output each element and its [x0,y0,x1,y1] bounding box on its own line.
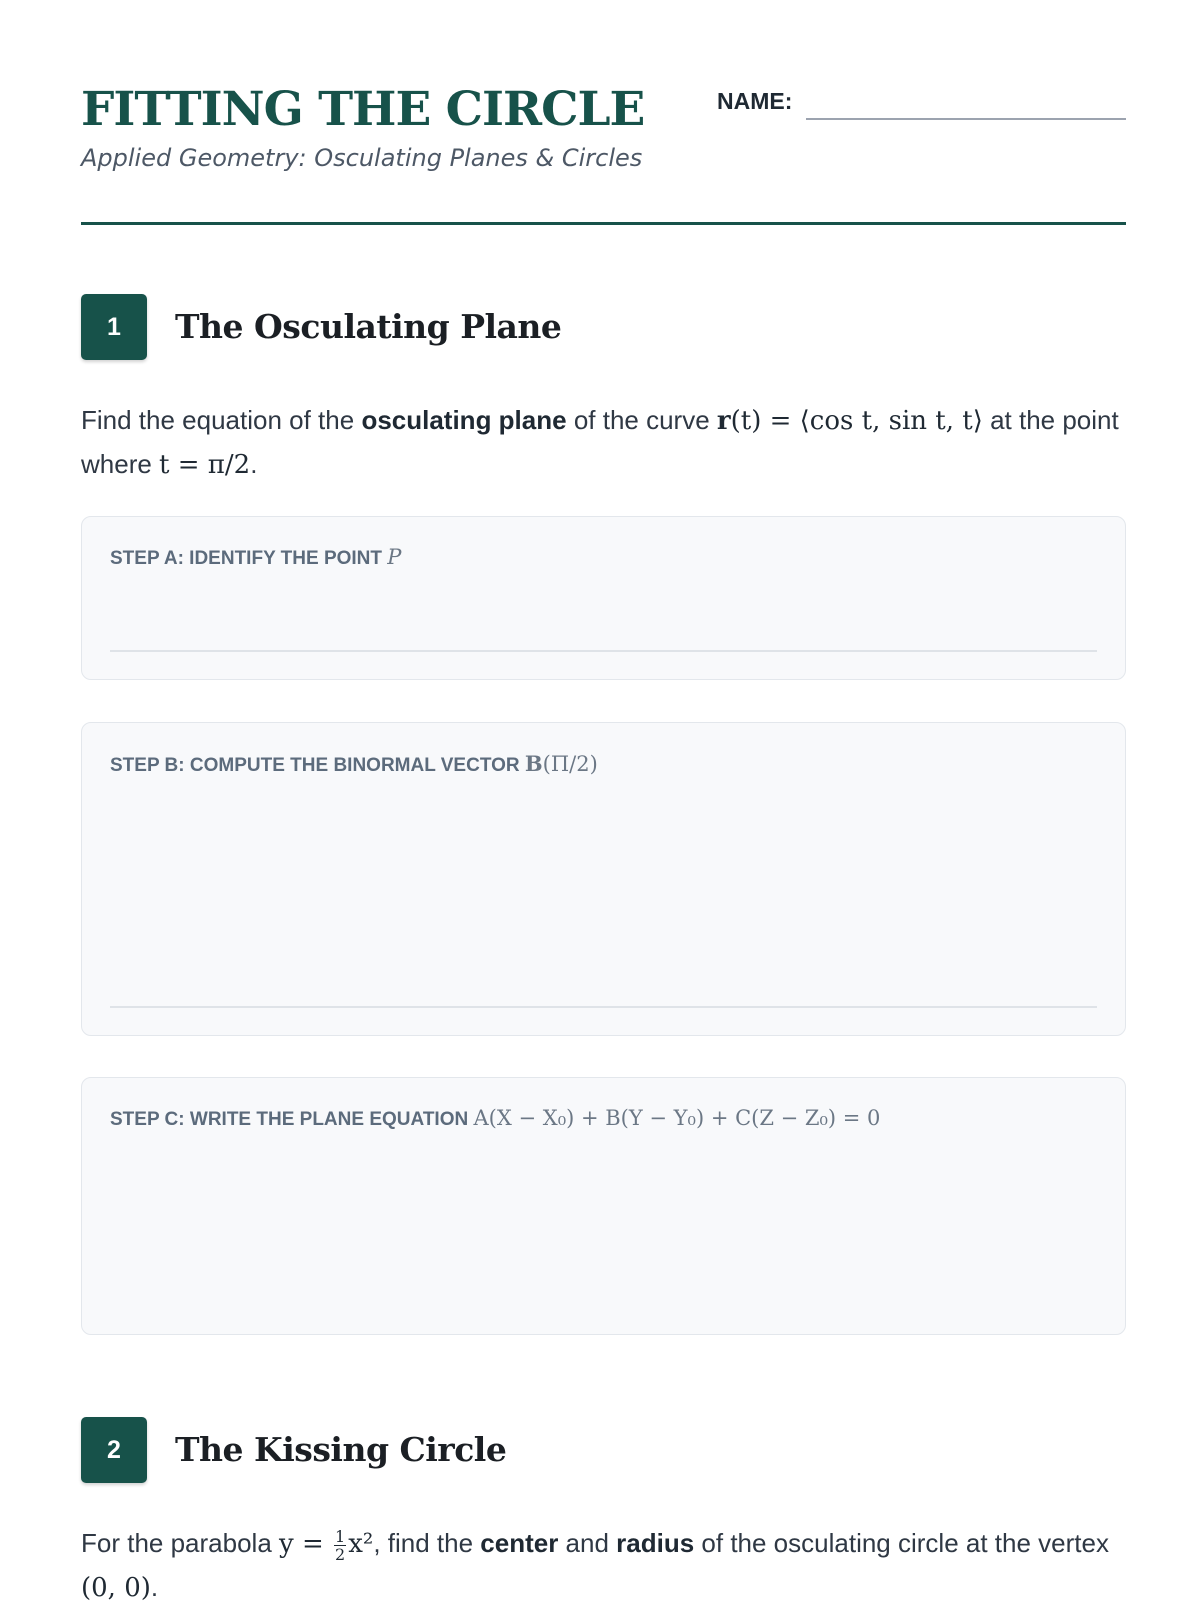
parameter-value: t = π/2 [159,450,251,480]
step-b-label [110,751,598,777]
vertex-point: (0, 0) [81,1573,151,1603]
prompt-text: For the parabola [81,1528,280,1558]
prompt-text: . [250,449,258,479]
step-c-answer-box[interactable] [81,1077,1126,1335]
binormal-argument: (Π/2) [542,752,598,776]
section-1-title: The Osculating Plane [175,307,562,346]
section-2-number-badge: 2 [81,1417,147,1483]
step-a-answer-box[interactable] [81,516,1126,680]
step-a-label [110,545,401,570]
section-2-title: The Kissing Circle [175,1430,507,1469]
point-symbol: P [387,545,402,569]
name-label: NAME: [717,88,793,114]
section-1-number-badge: 1 [81,294,147,360]
page-subtitle: Applied Geometry: Osculating Planes & Circles [81,144,643,172]
section-1-header [81,294,1126,360]
prompt-emphasis: center [480,1528,559,1558]
step-b-answer-line[interactable] [110,1006,1097,1008]
fraction-denominator: 2 [335,1544,346,1564]
parabola-formula [279,1526,374,1564]
section-2-prompt [81,1522,1126,1610]
name-field[interactable] [806,118,1126,120]
plane-equation: A(X − X₀) + B(Y − Y₀) + C(Z − Z₀) = 0 [473,1106,881,1130]
curve-formula [717,406,983,436]
prompt-text: of the osculating circle at the vertex [694,1528,1109,1558]
prompt-text: of the curve [566,405,717,435]
prompt-text: Find the equation of the [81,405,362,435]
section-2-header [81,1417,1126,1483]
binormal-symbol: B [524,751,543,776]
header-divider [81,222,1126,225]
step-b-math [525,752,598,776]
step-b-answer-box[interactable] [81,722,1126,1036]
curve-vector-symbol: r [716,406,731,436]
prompt-text: at the point where [81,405,1119,479]
prompt-text: and [558,1528,617,1558]
prompt-text: , find the [373,1528,481,1558]
parabola-lhs: y = [279,1529,324,1559]
step-a-answer-line[interactable] [110,650,1097,652]
step-b-label-text: STEP B: COMPUTE THE BINORMAL VECTOR [110,755,525,776]
page-title: FITTING THE CIRCLE [81,82,645,137]
step-c-label-text: STEP C: WRITE THE PLANE EQUATION [110,1109,474,1130]
step-c-label [110,1106,880,1131]
prompt-emphasis: radius [616,1528,695,1558]
one-half-fraction [334,1528,346,1563]
parabola-rhs: x² [348,1529,374,1559]
step-a-math [387,545,401,569]
prompt-emphasis: osculating plane [361,405,567,435]
step-a-label-text: STEP A: IDENTIFY THE POINT [110,548,388,569]
fraction-numerator: 1 [335,1526,346,1546]
worksheet-header [81,82,1126,224]
prompt-text: . [150,1572,159,1602]
section-1-prompt [81,399,1126,487]
curve-definition: (t) = ⟨cos t, sin t, t⟩ [730,406,983,436]
